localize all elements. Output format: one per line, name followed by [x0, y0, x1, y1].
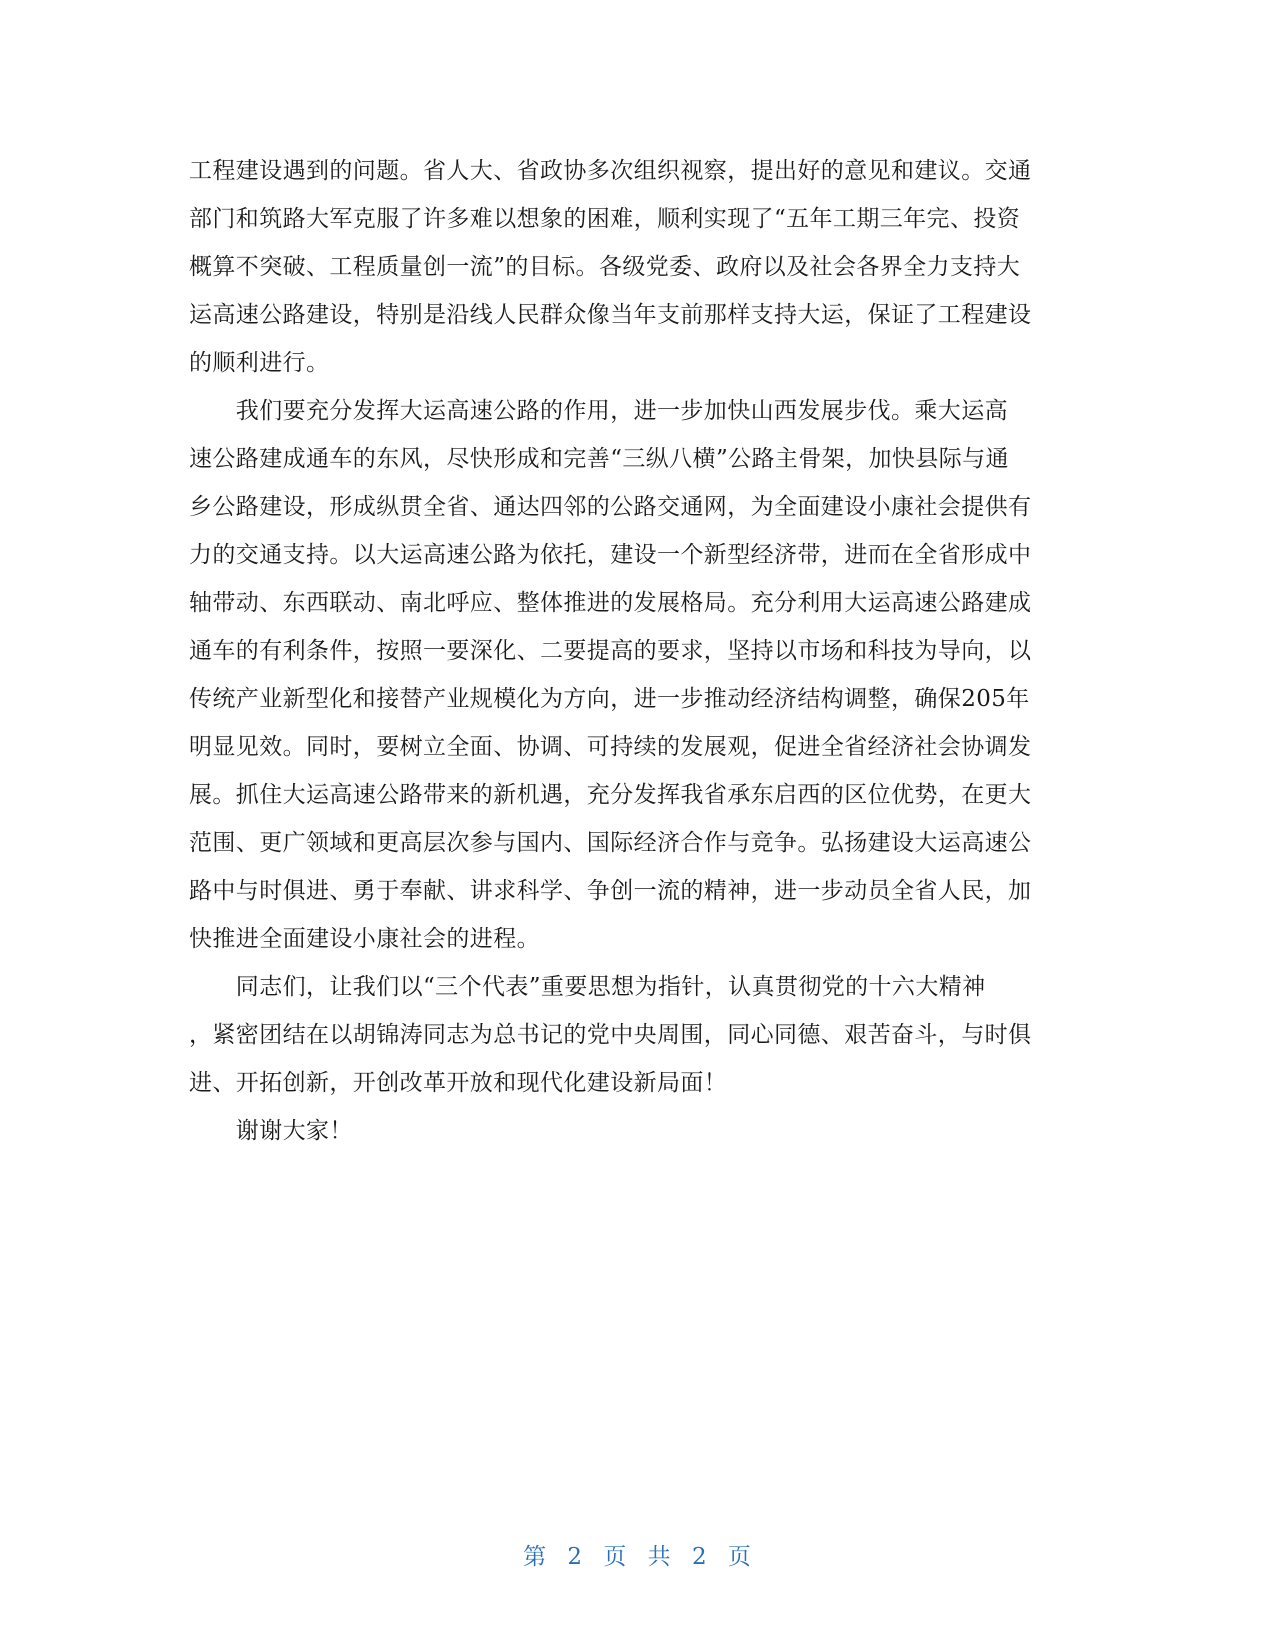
- text-line: 我们要充分发挥大运高速公路的作用，进一步加快山西发展步伐。乘大运高: [189, 398, 1008, 424]
- text-line: 路中与时俱进、勇于奉献、讲求科学、争创一流的精神，进一步动员全省人民，加: [189, 878, 1032, 904]
- text-line: 传统产业新型化和接替产业规模化为方向，进一步推动经济结构调整，确保205年: [189, 686, 1030, 712]
- footer-total-pages: 2: [691, 1544, 708, 1570]
- text-line: ，紧密团结在以胡锦涛同志为总书记的党中央周围，同心同德、艰苦奋斗，与时俱: [189, 1022, 1032, 1048]
- text-line: 谢谢大家！: [189, 1118, 353, 1144]
- text-line: 部门和筑路大军克服了许多难以想象的困难，顺利实现了“五年工期三年完、投资: [189, 206, 1021, 232]
- page-footer: [0, 1538, 1275, 1571]
- footer-total-label: 共: [647, 1544, 672, 1570]
- text-line: 明显见效。同时，要树立全面、协调、可持续的发展观，促进全省经济社会协调发: [189, 734, 1032, 760]
- text-line: 轴带动、东西联动、南北呼应、整体推进的发展格局。充分利用大运高速公路建成: [189, 590, 1032, 616]
- footer-unit-label-2: 页: [727, 1544, 752, 1570]
- text-line: 的顺利进行。: [189, 350, 330, 376]
- text-line: 乡公路建设，形成纵贯全省、通达四邻的公路交通网，为全面建设小康社会提供有: [189, 494, 1032, 520]
- footer-page-label: 第: [523, 1544, 548, 1570]
- text-line: 范围、更广领域和更高层次参与国内、国际经济合作与竞争。弘扬建设大运高速公: [189, 830, 1032, 856]
- text-line: 运高速公路建设，特别是沿线人民群众像当年支前那样支持大运，保证了工程建设: [189, 302, 1032, 328]
- text-line: 速公路建成通车的东风，尽快形成和完善“三纵八横”公路主骨架，加快县际与通: [189, 446, 1009, 472]
- document-body: [189, 147, 1087, 1155]
- text-line: 展。抓住大运高速公路带来的新机遇，充分发挥我省承东启西的区位优势，在更大: [189, 782, 1032, 808]
- text-line: 同志们，让我们以“三个代表”重要思想为指针，认真贯彻党的十六大精神: [189, 974, 986, 1000]
- text-line: 快推进全面建设小康社会的进程。: [189, 926, 540, 952]
- text-line: 工程建设遇到的问题。省人大、省政协多次组织视察，提出好的意见和建议。交通: [189, 158, 1032, 184]
- footer-unit-label: 页: [603, 1544, 628, 1570]
- text-line: 概算不突破、工程质量创一流”的目标。各级党委、政府以及社会各界全力支持大: [189, 254, 1021, 280]
- text-line: 力的交通支持。以大运高速公路为依托，建设一个新型经济带，进而在全省形成中: [189, 542, 1032, 568]
- text-line: 通车的有利条件，按照一要深化、二要提高的要求，坚持以市场和科技为导向，以: [189, 638, 1032, 664]
- footer-current-page: 2: [567, 1544, 584, 1570]
- text-line: 进、开拓创新，开创改革开放和现代化建设新局面！: [189, 1070, 728, 1096]
